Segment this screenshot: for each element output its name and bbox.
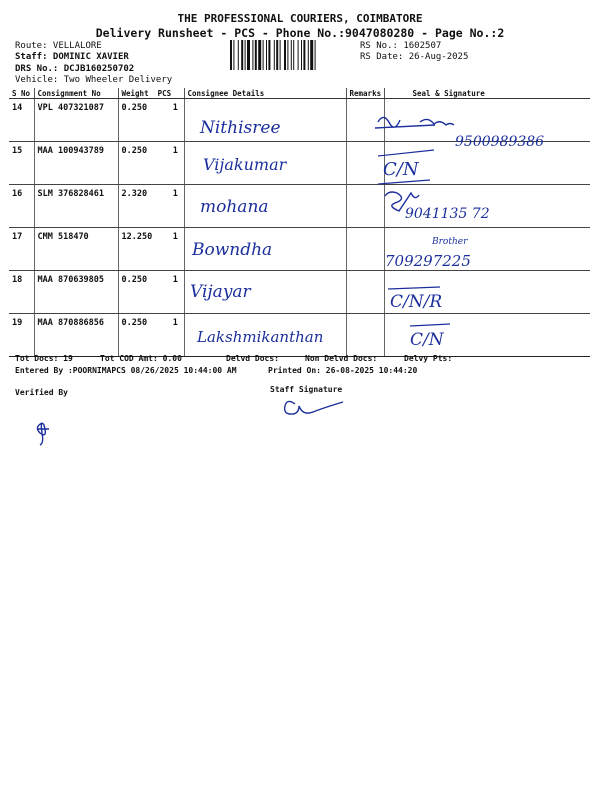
barcode-bar (301, 40, 302, 70)
phone-number: 709297225 (385, 252, 471, 270)
row-consignment: SLM 376828461 (34, 185, 118, 228)
phone-number: 9041135 72 (405, 206, 490, 222)
consignee-signature: Vijakumar (203, 155, 287, 174)
header-remarks: Remarks (346, 88, 384, 99)
row-consignee (184, 314, 346, 357)
row-weight: 0.250 (121, 103, 148, 113)
consignee-signature: Nithisree (200, 118, 281, 138)
row-weight-pcs (118, 99, 184, 142)
table-row (9, 271, 590, 314)
row-sno: 16 (9, 185, 34, 228)
header-consignment: Consignment No (34, 88, 118, 99)
consignee-signature: mohana (200, 197, 269, 217)
barcode-bar (247, 40, 250, 70)
row-pcs: 1 (172, 146, 178, 156)
table-row (9, 142, 590, 185)
row-seal (384, 228, 590, 271)
row-consignee (184, 185, 346, 228)
company-title: THE PROFESSIONAL COURIERS, COIMBATORE (177, 12, 423, 25)
table-row (9, 228, 590, 271)
row-consignee (184, 142, 346, 185)
consignee-signature: Lakshmikanthan (197, 328, 324, 346)
table-row (9, 185, 590, 228)
barcode-bar (274, 40, 275, 70)
row-weight: 2.320 (121, 189, 148, 199)
row-remarks (346, 142, 384, 185)
header-weight: Weight (121, 88, 149, 98)
row-pcs: 1 (172, 103, 178, 113)
row-consignee (184, 99, 346, 142)
verified-signature-ink (37, 423, 49, 445)
runsheet-subtitle: Delivery Runsheet - PCS - Phone No.:9047080280 - Page No.:2 (95, 26, 505, 40)
barcode-bar (258, 40, 261, 70)
barcode-bar (284, 40, 286, 70)
phone-number: 9500989386 (455, 134, 545, 150)
barcode-bar (280, 40, 281, 70)
rs-date: RS Date: 26-Aug-2025 (360, 52, 469, 62)
row-remarks (346, 185, 384, 228)
barcode-bar (310, 40, 313, 70)
row-pcs: 1 (172, 232, 178, 242)
delivery-table (9, 88, 590, 357)
consignee-signature: Vijayar (190, 282, 251, 302)
barcode-bar (308, 40, 309, 70)
row-seal (384, 99, 590, 142)
row-consignment: MAA 870886856 (34, 314, 118, 357)
seal-mark: C/N (410, 330, 444, 350)
row-remarks (346, 271, 384, 314)
row-weight-pcs (118, 228, 184, 271)
row-sno: 19 (9, 314, 34, 357)
verified-by-label: Verified By (15, 388, 68, 397)
barcode-bar (268, 40, 270, 70)
barcode-bar (315, 40, 316, 70)
vehicle-label: Vehicle: Two Wheeler Delivery (15, 75, 173, 85)
seal-mark: C/N/R (390, 292, 443, 312)
row-consignee (184, 228, 346, 271)
row-consignment: CMM 518470 (34, 228, 118, 271)
total-docs: Tot Docs: 19 (15, 354, 73, 363)
row-weight-pcs (118, 185, 184, 228)
barcode-bar (245, 40, 246, 70)
row-weight-pcs (118, 142, 184, 185)
rs-number: RS No.: 1602507 (360, 41, 442, 51)
barcode-bar (255, 40, 257, 70)
barcode-bar (230, 40, 232, 70)
row-sno: 17 (9, 228, 34, 271)
row-weight: 0.250 (121, 275, 148, 285)
barcode-bar (252, 40, 253, 70)
barcode-bar (303, 40, 305, 70)
table-row (9, 99, 590, 142)
barcode-bar (276, 40, 278, 70)
barcode-bar (263, 40, 264, 70)
staff-label: Staff: DOMINIC XAVIER (15, 52, 129, 62)
row-sno: 15 (9, 142, 34, 185)
barcode-bar (293, 40, 294, 70)
delivery-points: Delvy Pts: (404, 354, 453, 363)
row-weight: 12.250 (121, 232, 153, 242)
row-remarks (346, 228, 384, 271)
row-seal (384, 185, 590, 228)
header-seal (384, 88, 590, 99)
row-weight-pcs (118, 271, 184, 314)
seal-mark: C/N (383, 159, 419, 180)
header-seal-label: Seal & Signature (412, 88, 485, 98)
row-consignee (184, 271, 346, 314)
total-cod: Tot COD Amt: 0.00 (100, 354, 182, 363)
barcode-bar (291, 40, 292, 70)
row-sno: 14 (9, 99, 34, 142)
barcode-bar (298, 40, 299, 70)
table-header-row (9, 88, 590, 99)
drs-number: DRS No.: DCJB160250702 (15, 64, 135, 74)
barcode-bar (266, 40, 267, 70)
row-seal (384, 314, 590, 357)
barcode-image (230, 40, 355, 70)
barcode-bar (233, 40, 234, 70)
header-sno: S No (9, 88, 34, 99)
entered-by: Entered By :POORNIMAPCS 08/26/2025 10:44:00 AM (15, 366, 237, 375)
barcode-bar (238, 40, 239, 70)
staff-signature-label: Staff Signature (270, 385, 343, 394)
row-consignment: VPL 407321087 (34, 99, 118, 142)
row-remarks (346, 99, 384, 142)
route-label: Route: VELLALORE (15, 41, 102, 51)
non-delivered-docs: Non Delvd Docs: (305, 354, 378, 363)
row-weight: 0.250 (121, 318, 148, 328)
row-sno: 18 (9, 271, 34, 314)
row-pcs: 1 (172, 275, 178, 285)
header-consignee: Consignee Details (184, 88, 346, 99)
row-pcs: 1 (172, 189, 178, 199)
delivered-docs: Delvd Docs: (226, 354, 279, 363)
header-pcs: PCS (157, 88, 172, 98)
row-seal (384, 142, 590, 185)
consignee-signature: Bowndha (192, 240, 273, 260)
row-consignment: MAA 870639805 (34, 271, 118, 314)
barcode-bar (287, 40, 288, 70)
row-seal (384, 271, 590, 314)
row-weight-pcs (118, 314, 184, 357)
table-row (9, 314, 590, 357)
barcode-bar (241, 40, 243, 70)
header-weight-pcs (118, 88, 184, 99)
printed-on: Printed On: 26-08-2025 10:44:20 (268, 366, 418, 375)
brother-note: Brother (432, 237, 468, 247)
row-weight: 0.250 (121, 146, 148, 156)
row-consignment: MAA 100943789 (34, 142, 118, 185)
staff-signature-ink (285, 401, 343, 414)
row-remarks (346, 314, 384, 357)
row-pcs: 1 (172, 318, 178, 328)
